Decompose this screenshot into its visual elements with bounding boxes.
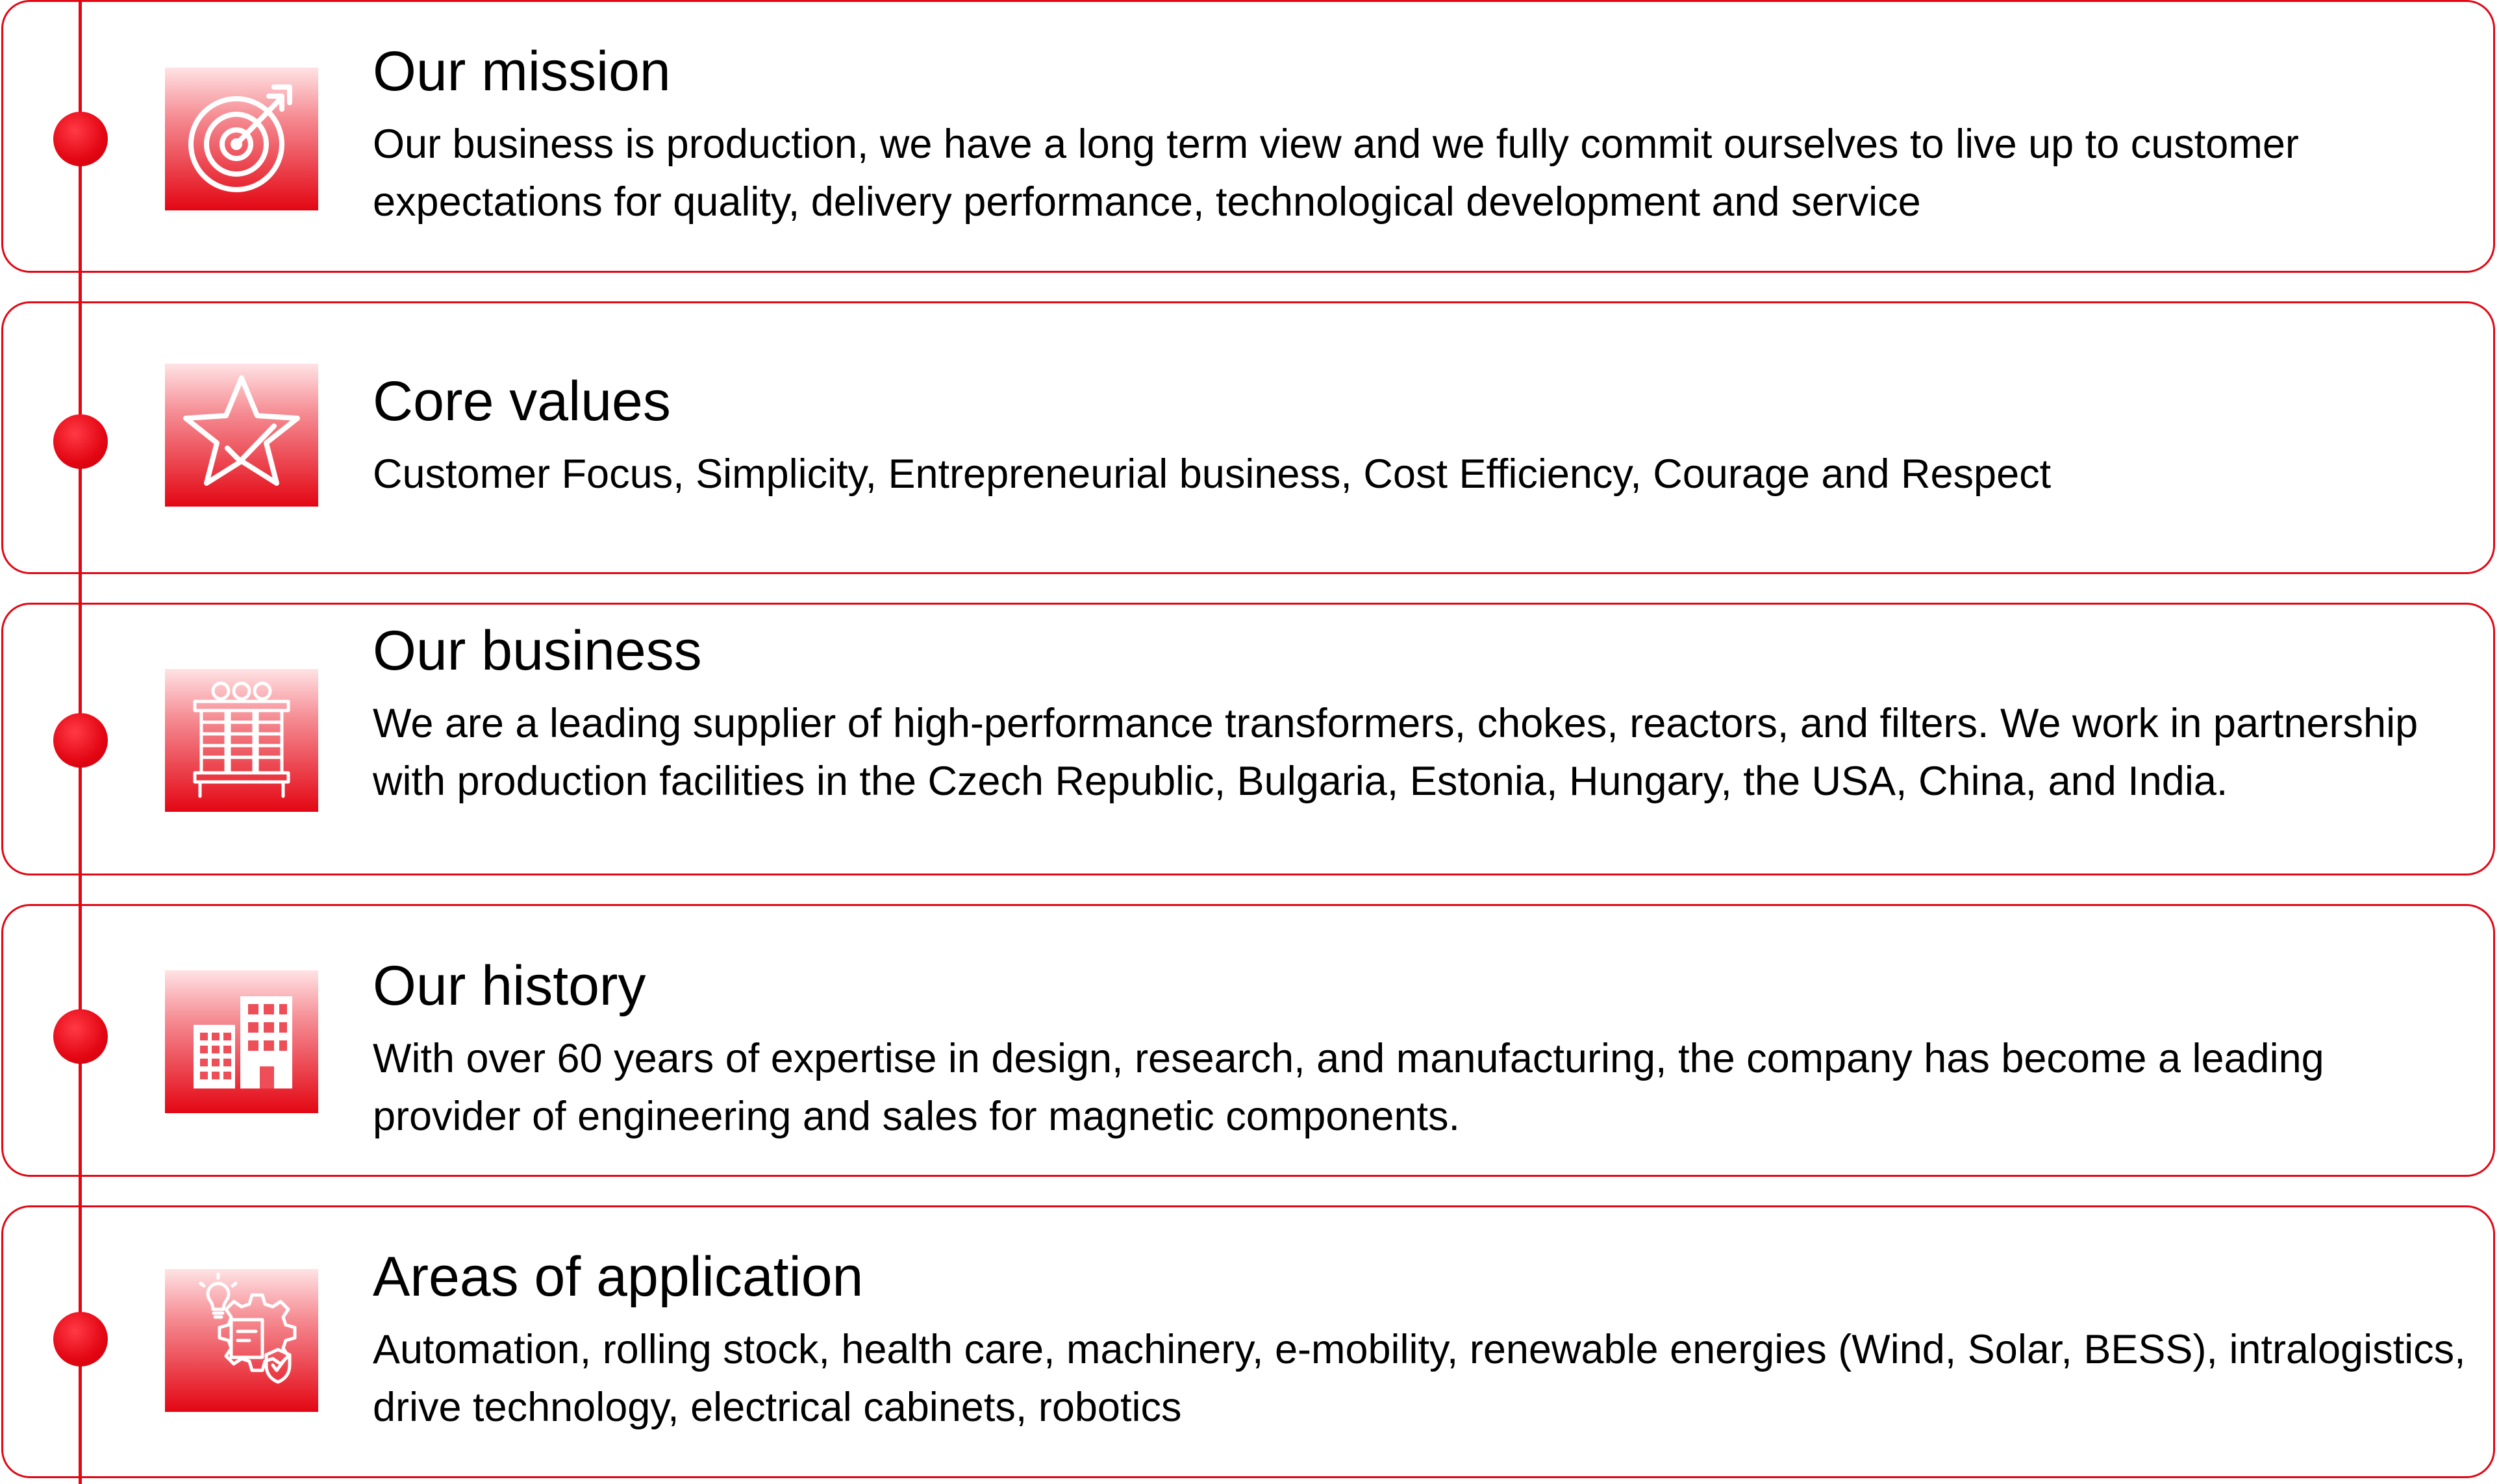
- section-title-application: Areas of application: [373, 1246, 864, 1308]
- transformer-icon: [165, 669, 318, 812]
- target-icon: [165, 68, 318, 210]
- section-description-application: Automation, rolling stock, health care, machinery, e-mobility, renewable energies (Wind, Solar, BESS), intralogistics, drive technology, electrical cabinets, robotics: [373, 1327, 2466, 1430]
- timeline-dot: [53, 112, 108, 166]
- core-values-card: [1, 301, 2495, 574]
- section-description-business: We are a leading supplier of high-performance transformers, chokes, reactors, and filters. We work in partnership with production facilities in the Czech Republic, Bulgaria, Estonia, Hungary, the USA, China, and India.: [373, 701, 2418, 804]
- section-title-history: Our history: [373, 955, 646, 1017]
- section-title-core-values: Core values: [373, 370, 671, 433]
- section-title-business: Our business: [373, 620, 702, 682]
- buildings-icon: [165, 970, 318, 1113]
- timeline-dot: [53, 414, 108, 469]
- timeline-dot: [53, 713, 108, 768]
- star-check-icon: [165, 364, 318, 507]
- section-title-mission: Our mission: [373, 40, 671, 103]
- timeline-dot: [53, 1009, 108, 1064]
- gear-application-icon: [165, 1269, 318, 1412]
- section-description-mission: Our business is production, we have a long term view and we fully commit ourselves to live up to customer expectations for quality, delivery performance, technological development and service: [373, 121, 2299, 225]
- timeline-dot: [53, 1312, 108, 1366]
- section-description-history: With over 60 years of expertise in design, research, and manufacturing, the company has become a leading provider of engineering and sales for magnetic components.: [373, 1036, 2324, 1139]
- section-description-core-values: Customer Focus, Simplicity, Entrepreneurial business, Cost Efficiency, Courage and Respect: [373, 451, 2052, 497]
